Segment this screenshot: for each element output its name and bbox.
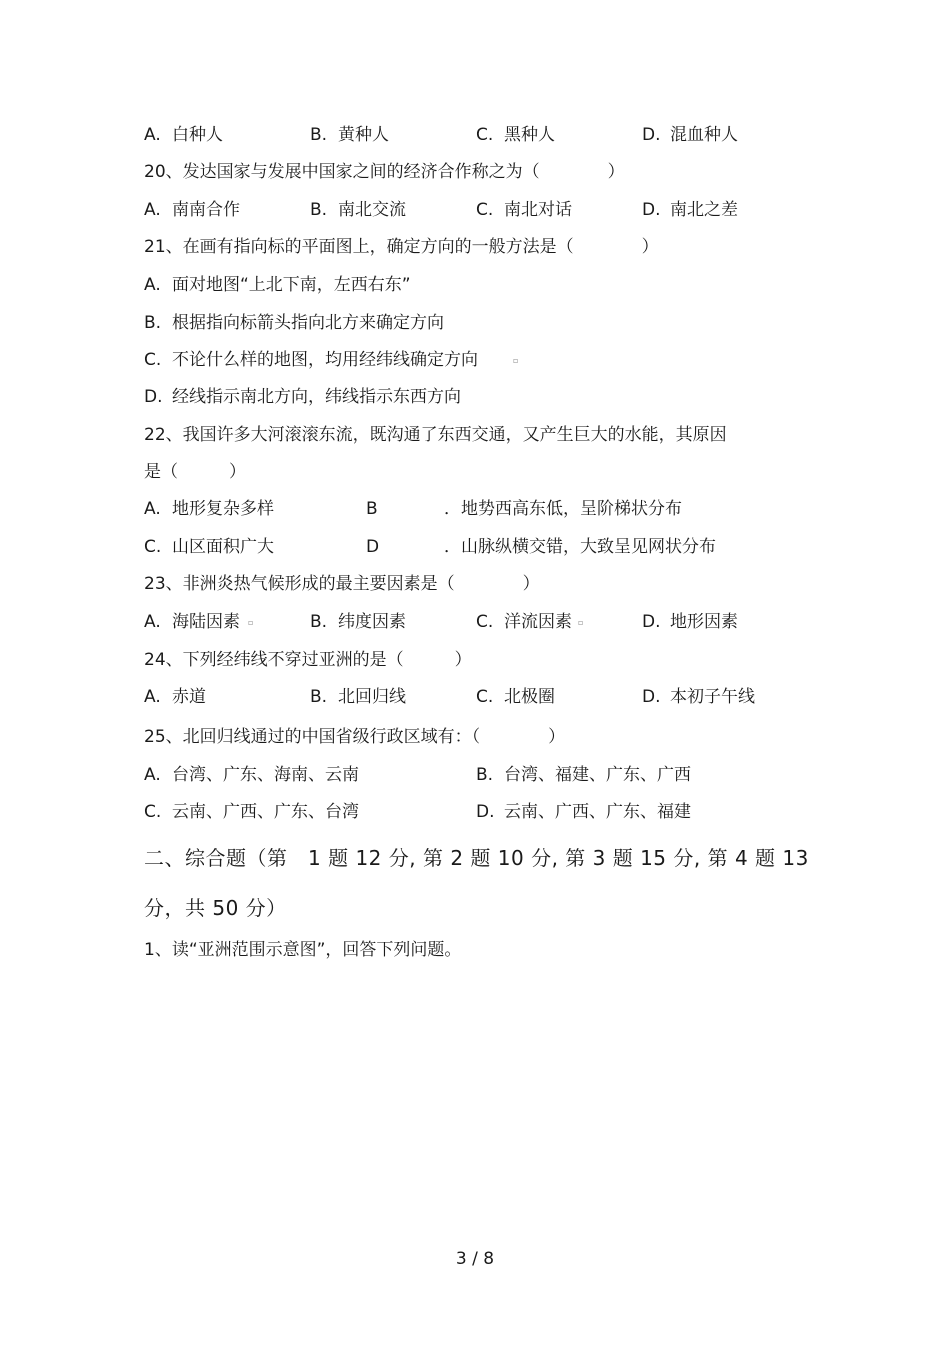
q19-option-b: B. 黄种人 (310, 125, 389, 145)
q19-option-d: D. 混血种人 (642, 125, 738, 145)
section2-heading-line1: 二、综合题（第 1 题 12 分, 第 2 题 10 分, 第 3 题 15 分, 第 4 题 13 (144, 846, 809, 870)
artifact-mark: ▫ (578, 618, 584, 627)
section2-question-1: 1、读“亚洲范围示意图”，回答下列问题。 (144, 940, 462, 960)
artifact-mark: ▫ (248, 618, 254, 627)
q25-option-c: C. 云南、广西、广东、台湾 (144, 802, 359, 822)
q22-stem-line1: 22、我国许多大河滚滚东流，既沟通了东西交通，又产生巨大的水能，其原因 (144, 425, 727, 445)
q21-option-a: A. 面对地图“上北下南，左西右东” (144, 275, 411, 295)
section2-heading-line2: 分，共 50 分） (144, 896, 287, 920)
q22-stem-line2: 是（ ） (144, 462, 246, 482)
q25-option-a: A. 台湾、广东、海南、云南 (144, 765, 359, 785)
q24-option-b: B. 北回归线 (310, 687, 406, 707)
q23-option-d: D. 地形因素 (642, 612, 738, 632)
q23-option-c: C. 洋流因素 (476, 612, 572, 632)
q20-stem: 20、发达国家与发展中国家之间的经济合作称之为（ ） (144, 162, 625, 182)
q21-option-b: B. 根据指向标箭头指向北方来确定方向 (144, 313, 444, 333)
q21-option-c: C. 不论什么样的地图，均用经纬线确定方向 (144, 350, 478, 370)
q22-option-d: D ．山脉纵横交错，大致呈见网状分布 (366, 537, 716, 557)
q23-stem: 23、非洲炎热气候形成的最主要因素是（ ） (144, 574, 540, 594)
artifact-mark: ▫ (513, 356, 519, 365)
q24-option-a: A. 赤道 (144, 687, 206, 707)
page-number: 3 / 8 (455, 1249, 495, 1269)
q20-option-b: B. 南北交流 (310, 200, 406, 220)
q21-option-d: D. 经线指示南北方向，纬线指示东西方向 (144, 387, 461, 407)
q23-option-a: A. 海陆因素 (144, 612, 240, 632)
q22-option-b: B ．地势西高东低，呈阶梯状分布 (366, 499, 682, 519)
q22-option-c: C. 山区面积广大 (144, 537, 274, 557)
q24-option-c: C. 北极圈 (476, 687, 555, 707)
q20-option-c: C. 南北对话 (476, 200, 572, 220)
q19-option-a: A. 白种人 (144, 125, 223, 145)
q20-option-a: A. 南南合作 (144, 200, 240, 220)
q24-option-d: D. 本初子午线 (642, 687, 755, 707)
q25-stem: 25、北回归线通过的中国省级行政区域有：（ ） (144, 727, 566, 747)
q25-option-b: B. 台湾、福建、广东、广西 (476, 765, 691, 785)
q23-option-b: B. 纬度因素 (310, 612, 406, 632)
q19-option-c: C. 黑种人 (476, 125, 555, 145)
q21-stem: 21、在画有指向标的平面图上，确定方向的一般方法是（ ） (144, 237, 659, 257)
q22-option-a: A. 地形复杂多样 (144, 499, 274, 519)
q20-option-d: D. 南北之差 (642, 200, 738, 220)
q25-option-d: D. 云南、广西、广东、福建 (476, 802, 691, 822)
q24-stem: 24、下列经纬线不穿过亚洲的是（ ） (144, 650, 472, 670)
